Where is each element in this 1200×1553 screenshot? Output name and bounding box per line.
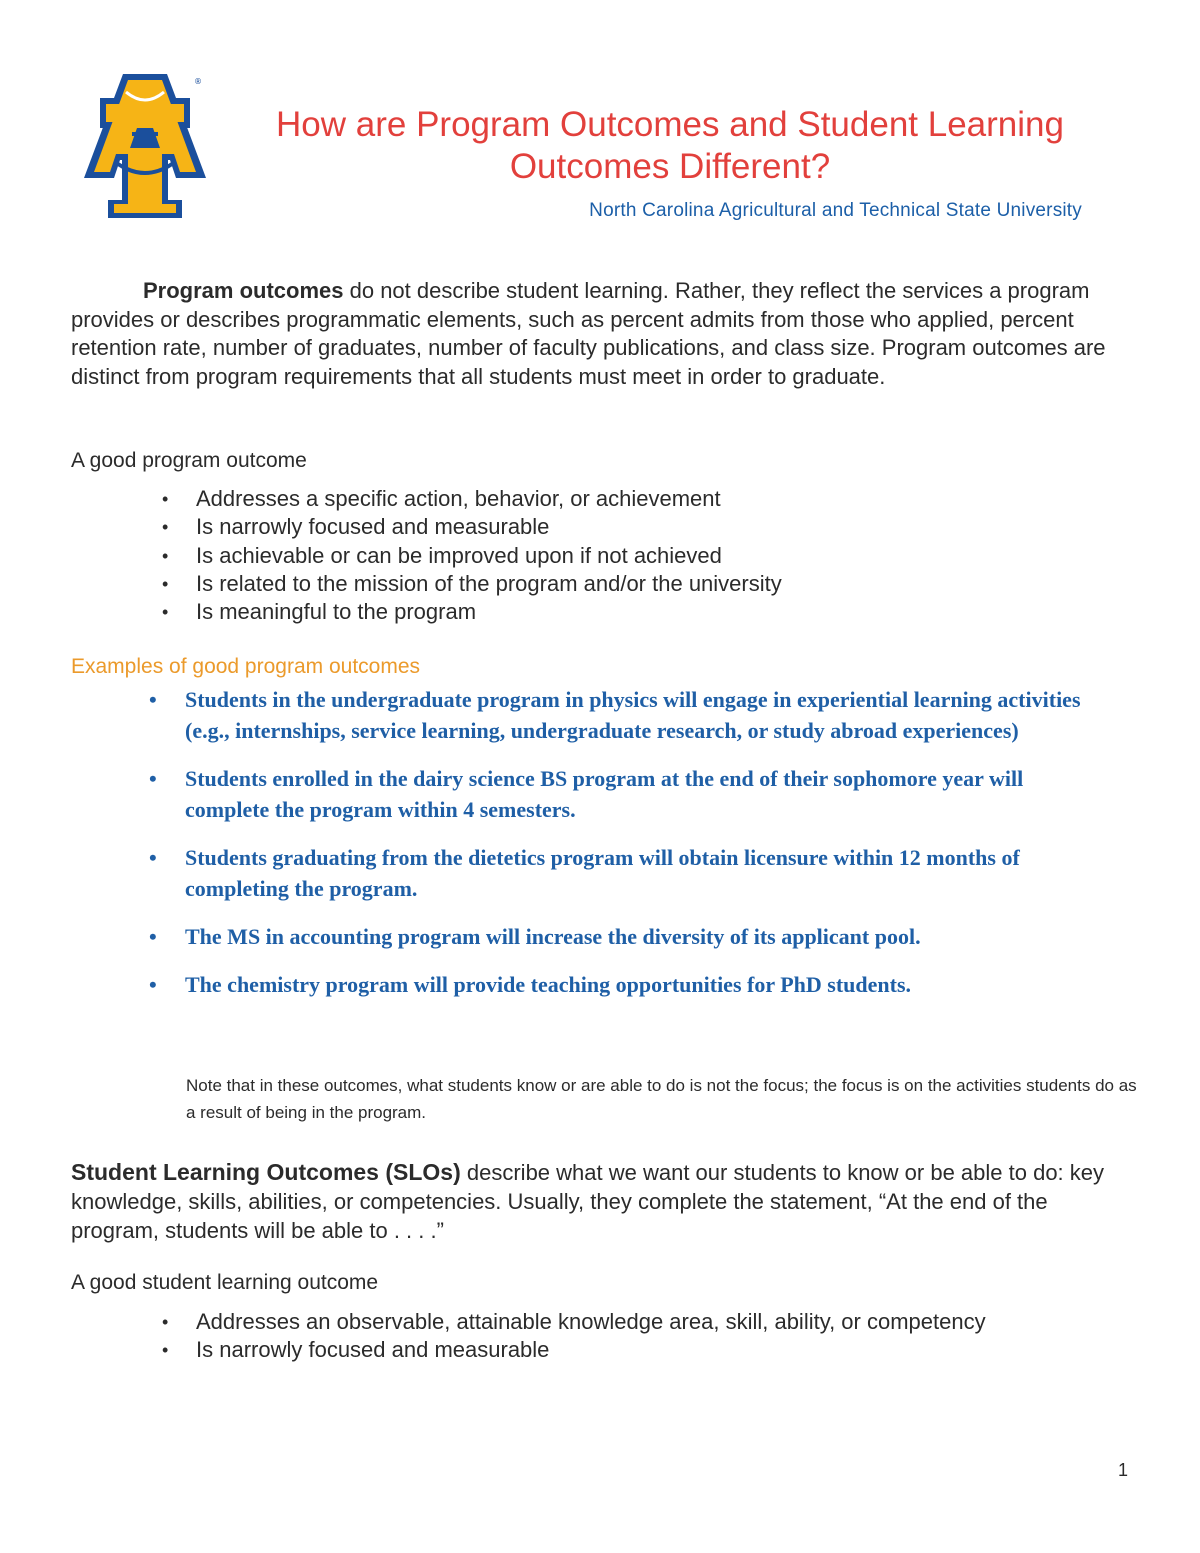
list-item: • Is achievable or can be improved upon if not achieved xyxy=(162,542,1062,570)
list-item: • Is narrowly focused and measurable xyxy=(162,513,1062,541)
list-item: • Addresses a specific action, behavior, or achievement xyxy=(162,485,1062,513)
program-outcomes-definition: do not describe student learning. Rather, they reflect the services a program provides or describes programmatic elements, such as percent admits from those who applied, percent retention rate, number of graduates, number of faculty publications, and class size. Program outcomes are distinct from program requirements that all students must meet in order to graduate. xyxy=(71,278,1106,389)
example-item: • Students in the undergraduate program in physics will engage in experiential learning activities (e.g., internships, service learning, undergraduate research, or study abroad experiences) xyxy=(149,684,1109,746)
good-program-outcome-heading: A good program outcome xyxy=(71,449,307,472)
good-slo-list xyxy=(162,1308,1062,1365)
university-logo-icon xyxy=(82,72,208,220)
examples-note: Note that in these outcomes, what students know or are able to do is not the focus; the focus is on the activities students do as a result of being in the program. xyxy=(186,1076,1137,1122)
good-slo-heading: A good student learning outcome xyxy=(71,1271,379,1294)
program-outcomes-paragraph xyxy=(71,277,1131,391)
examples-heading: Examples of good program outcomes xyxy=(71,655,421,678)
slo-term: Student Learning Outcomes (SLOs) xyxy=(71,1159,461,1185)
page-number: 1 xyxy=(1117,1460,1128,1480)
university-name: North Carolina Agricultural and Technical State University xyxy=(589,200,1082,221)
list-item: • Is related to the mission of the program and/or the university xyxy=(162,570,1062,598)
list-item: • Is narrowly focused and measurable xyxy=(162,1336,1062,1364)
list-item: • Is meaningful to the program xyxy=(162,598,1062,626)
example-item: • Students enrolled in the dairy science BS program at the end of their sophomore year will complete the program within 4 semesters. xyxy=(149,763,1109,825)
page-title: How are Program Outcomes and Student Learning Outcomes Different? xyxy=(276,105,1064,186)
examples-list xyxy=(149,684,1109,1017)
good-program-outcome-list xyxy=(162,485,1062,626)
example-item: • Students graduating from the dietetics program will obtain licensure within 12 months of completing the program. xyxy=(149,842,1109,904)
slo-paragraph xyxy=(71,1158,1141,1245)
example-item: • The MS in accounting program will increase the diversity of its applicant pool. xyxy=(149,921,1109,952)
program-outcomes-term: Program outcomes xyxy=(143,278,344,303)
example-item: • The chemistry program will provide teaching opportunities for PhD students. xyxy=(149,969,1109,1000)
list-item: • Addresses an observable, attainable knowledge area, skill, ability, or competency xyxy=(162,1308,1062,1336)
slo-definition: describe what we want our students to know or be able to do: key knowledge, skills, abilities, or competencies. Usually, they complete the statement, “At the end of the program, students will be able to . . . .” xyxy=(71,1160,1105,1243)
svg-text:®: ® xyxy=(194,77,202,86)
